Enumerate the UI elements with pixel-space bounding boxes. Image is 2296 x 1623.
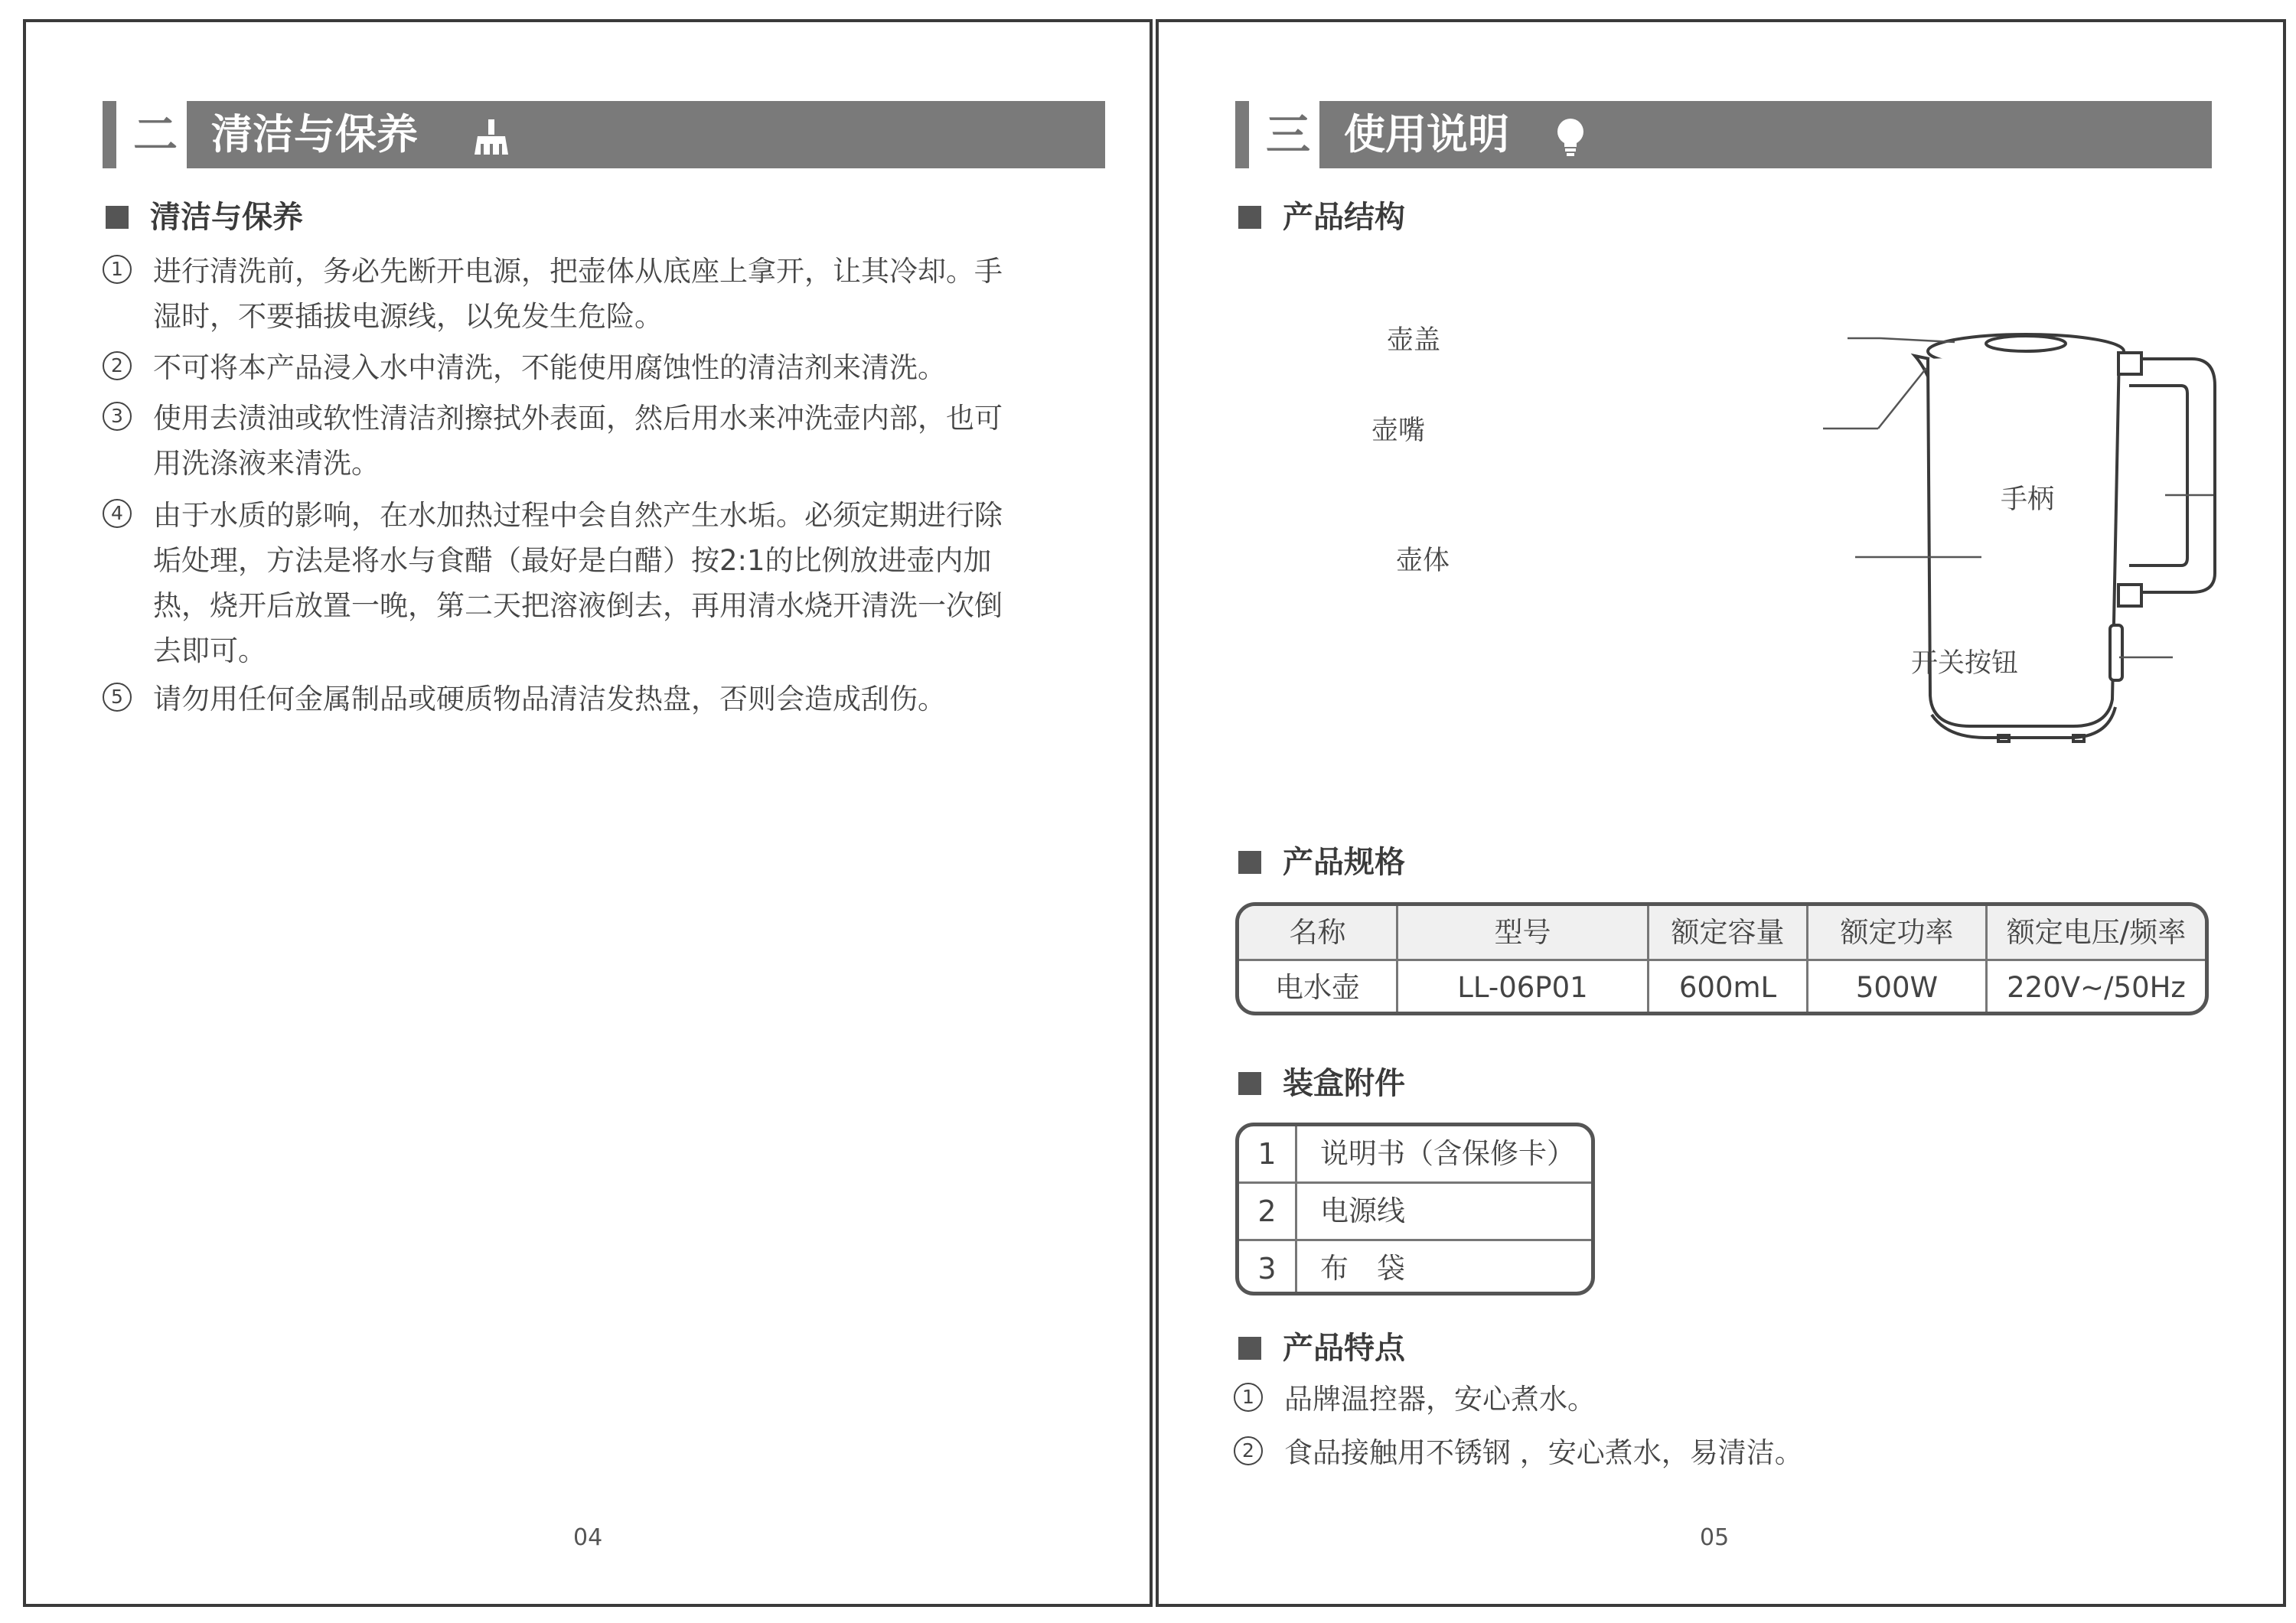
header-cell: 额定电压/频率 bbox=[2006, 916, 2187, 949]
item-number: 1 bbox=[1234, 1383, 1263, 1412]
row-number: 2 bbox=[1239, 1184, 1297, 1239]
table-row bbox=[1239, 1241, 1591, 1295]
label-handle: 手柄 bbox=[2001, 484, 2055, 515]
header-cell: 名称 bbox=[1239, 906, 1398, 959]
item-number: 2 bbox=[1234, 1436, 1263, 1465]
header-cell: 额定功率 bbox=[1808, 906, 1988, 959]
section-title: 清洁与保养 bbox=[211, 110, 418, 158]
bullet-square bbox=[1238, 851, 1261, 874]
item-number: 4 bbox=[103, 499, 132, 528]
section-number: 二 bbox=[132, 109, 178, 161]
item-text: 品牌温控器，安心煮水。 bbox=[1284, 1383, 1596, 1416]
label-spout: 壶嘴 bbox=[1371, 416, 1426, 446]
subsection-title: 产品特点 bbox=[1283, 1331, 1405, 1366]
item-text: 不可将本产品浸入水中清洗，不能使用腐蚀性的清洁剂来清洗。 bbox=[153, 351, 946, 384]
kettle-diagram bbox=[1159, 22, 2284, 787]
accessory-name: 说明书（含保修卡） bbox=[1320, 1137, 1575, 1170]
item-text: 使用去渍油或软性清洁剂擦拭外表面，然后用水来冲洗壶内部，也可 用洗涤液来清洗。 bbox=[153, 402, 1003, 480]
accessory-name: 布 袋 bbox=[1320, 1252, 1405, 1285]
kettle-switch bbox=[2110, 625, 2122, 680]
table-row bbox=[1239, 961, 2205, 1014]
table-cell: 电水壶 bbox=[1239, 961, 1398, 1014]
section-number-box bbox=[126, 101, 185, 168]
table-header-row bbox=[1239, 906, 2205, 961]
table-cell: 500W bbox=[1808, 961, 1988, 1014]
label-lid: 壶盖 bbox=[1387, 325, 1441, 356]
manual-page-left bbox=[23, 19, 1153, 1607]
item-number: 3 bbox=[103, 402, 132, 431]
item-number: 5 bbox=[103, 683, 132, 712]
bullet-square bbox=[1238, 1072, 1261, 1095]
table-row bbox=[1239, 1126, 1591, 1184]
table-cell: 220V~/50Hz bbox=[2007, 971, 2186, 1004]
bullet-square bbox=[106, 206, 129, 229]
accessories-table bbox=[1235, 1123, 1595, 1295]
page-number: 05 bbox=[1700, 1524, 1730, 1551]
kettle-handle bbox=[2122, 359, 2215, 592]
section-header-cleaning bbox=[103, 101, 1105, 168]
item-text: 食品接触用不锈钢 ，安心煮水，易清洁。 bbox=[1284, 1436, 1803, 1469]
table-cell: 600mL bbox=[1649, 961, 1808, 1014]
item-text: 进行清洗前，务必先断开电源，把壶体从底座上拿开，让其冷却。手 湿时，不要插拔电源线，以免发生危险。 bbox=[153, 255, 1003, 333]
label-switch: 开关按钮 bbox=[1911, 648, 2019, 679]
table-row bbox=[1239, 1184, 1591, 1241]
spec-table bbox=[1235, 902, 2209, 1015]
row-number: 3 bbox=[1239, 1241, 1297, 1295]
section-title-bar bbox=[187, 101, 1105, 168]
subsection-title: 装盒附件 bbox=[1283, 1066, 1405, 1101]
broom-icon bbox=[470, 115, 513, 158]
header-cell: 型号 bbox=[1398, 906, 1649, 959]
subsection-title: 产品结构 bbox=[1283, 200, 1405, 235]
item-number: 2 bbox=[103, 351, 132, 380]
section-number: 三 bbox=[1265, 109, 1310, 161]
subsection-title: 产品规格 bbox=[1283, 845, 1405, 880]
item-text: 由于水质的影响，在水加热过程中会自然产生水垢。必须定期进行除 垢处理，方法是将水与食醋（最好是白醋）按2:1的比例放进壶内加 热，烧开后放置一晚，第二天把溶液倒去，再用清水烧开清洗一次倒 去即可。 bbox=[153, 499, 1003, 667]
section-title: 使用说明 bbox=[1344, 110, 1509, 158]
accessory-name: 电源线 bbox=[1320, 1194, 1405, 1227]
header-cell: 额定容量 bbox=[1649, 906, 1808, 959]
subsection-title: 清洁与保养 bbox=[150, 200, 303, 235]
bullet-square bbox=[1238, 1337, 1261, 1360]
row-number: 1 bbox=[1239, 1126, 1297, 1181]
item-text: 请勿用任何金属制品或硬质物品清洁发热盘，否则会造成刮伤。 bbox=[153, 683, 946, 715]
table-cell: LL-06P01 bbox=[1398, 961, 1649, 1014]
header-accent-bar bbox=[103, 101, 116, 168]
label-body: 壶体 bbox=[1396, 546, 1450, 576]
manual-page-right bbox=[1156, 19, 2286, 1607]
page-number: 04 bbox=[573, 1524, 603, 1551]
item-number: 1 bbox=[103, 255, 132, 284]
